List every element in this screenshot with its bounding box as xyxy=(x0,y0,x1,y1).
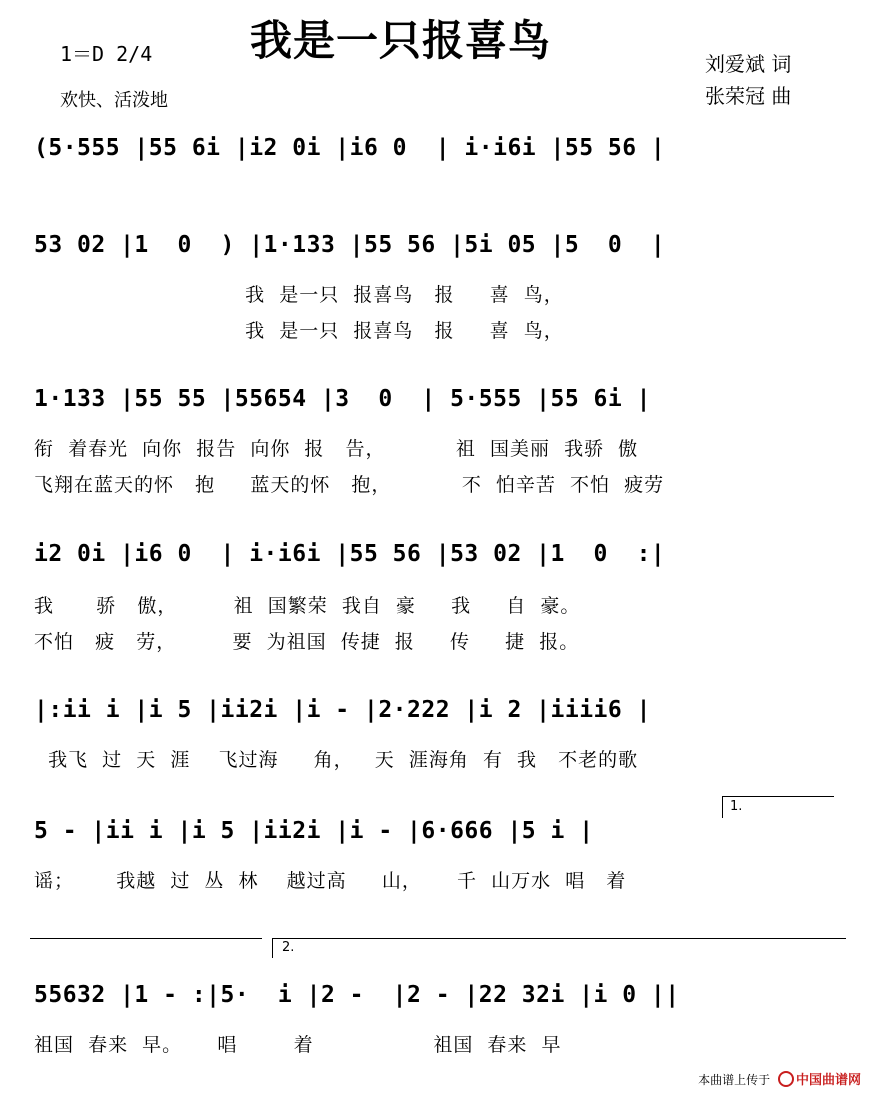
jianpu-notes: |:ii i |i 5 |ii2i |i - |2·222 |i 2 |iiii6 | xyxy=(34,697,651,723)
logo-icon xyxy=(778,1071,794,1087)
lyric-line: 不怕 疲 劳， 要 为祖国 传捷 报 传 捷 报。 xyxy=(34,631,580,653)
site-logo-text: 中国曲谱网 xyxy=(795,1073,861,1088)
first-ending-number: 1. xyxy=(730,799,743,814)
lyric-line: 谣； 我越 过 丛 林 越过高 山， 千 山万水 唱 着 xyxy=(34,870,627,892)
key-signature: 1＝D 2/4 xyxy=(60,42,153,66)
lyric-line: 我 是一只 报喜鸟 报 喜 鸟， xyxy=(34,284,564,306)
notation-row-5 xyxy=(34,697,852,737)
jianpu-notes: i2 0i |i6 0 | i·i6i |55 56 |53 02 |1 0 :| xyxy=(34,541,666,567)
jianpu-notes: 1·133 |55 55 |55654 |3 0 | 5·555 |55 6i | xyxy=(34,386,651,412)
footer-text: 本曲谱上传于 xyxy=(698,1073,771,1087)
notation-row-6 xyxy=(34,818,852,858)
upload-footer xyxy=(698,1069,861,1088)
second-ending-bracket xyxy=(272,938,846,939)
lyric-line: 我飞 过 天 涯 飞过海 角， 天 涯海角 有 我 不老的歌 xyxy=(34,749,639,771)
lyricist-credit: 刘爱斌 词 xyxy=(705,52,792,76)
notation-row-4 xyxy=(34,541,852,581)
notation-row-2 xyxy=(34,232,852,272)
jianpu-notes: (5·555 |55 6i |i2 0i |i6 0 | i·i6i |55 56 | xyxy=(34,135,666,161)
notation-row-3 xyxy=(34,386,852,426)
second-ending-bracket-side xyxy=(272,938,273,958)
jianpu-notes: 5 - |ii i |i 5 |ii2i |i - |6·666 |5 i | xyxy=(34,818,594,844)
composer-credit: 张荣冠 曲 xyxy=(705,84,792,108)
first-ending-bracket-side xyxy=(722,796,723,818)
lyric-line: 衔 着春光 向你 报告 向你 报 告， 祖 国美丽 我骄 傲 xyxy=(34,438,639,460)
jianpu-notes: 53 02 |1 0 ) |1·133 |55 56 |5i 05 |5 0 | xyxy=(34,232,666,258)
jianpu-notes: 55632 |1 - :|5· i |2 - |2 - |22 32i |i 0 || xyxy=(34,982,680,1008)
song-title: 我是一只报喜鸟 xyxy=(250,16,552,65)
lyric-line: 我 骄 傲， 祖 国繁荣 我自 豪 我 自 豪。 xyxy=(34,595,581,617)
tempo-marking: 欢快、活泼地 xyxy=(60,90,168,111)
first-ending-continuation xyxy=(30,938,262,939)
lyric-line: 飞翔在蓝天的怀 抱 蓝天的怀 抱， 不 怕辛苦 不怕 疲劳 xyxy=(34,474,665,496)
notation-row-7 xyxy=(34,982,852,1022)
first-ending-bracket xyxy=(722,796,834,797)
lyric-line: 祖国 春来 早。 唱 着 祖国 春来 早 xyxy=(34,1034,562,1056)
lyric-line: 我 是一只 报喜鸟 报 喜 鸟， xyxy=(34,320,564,342)
notation-row-1 xyxy=(34,135,852,175)
site-logo xyxy=(778,1069,861,1088)
second-ending-number: 2. xyxy=(282,940,295,955)
